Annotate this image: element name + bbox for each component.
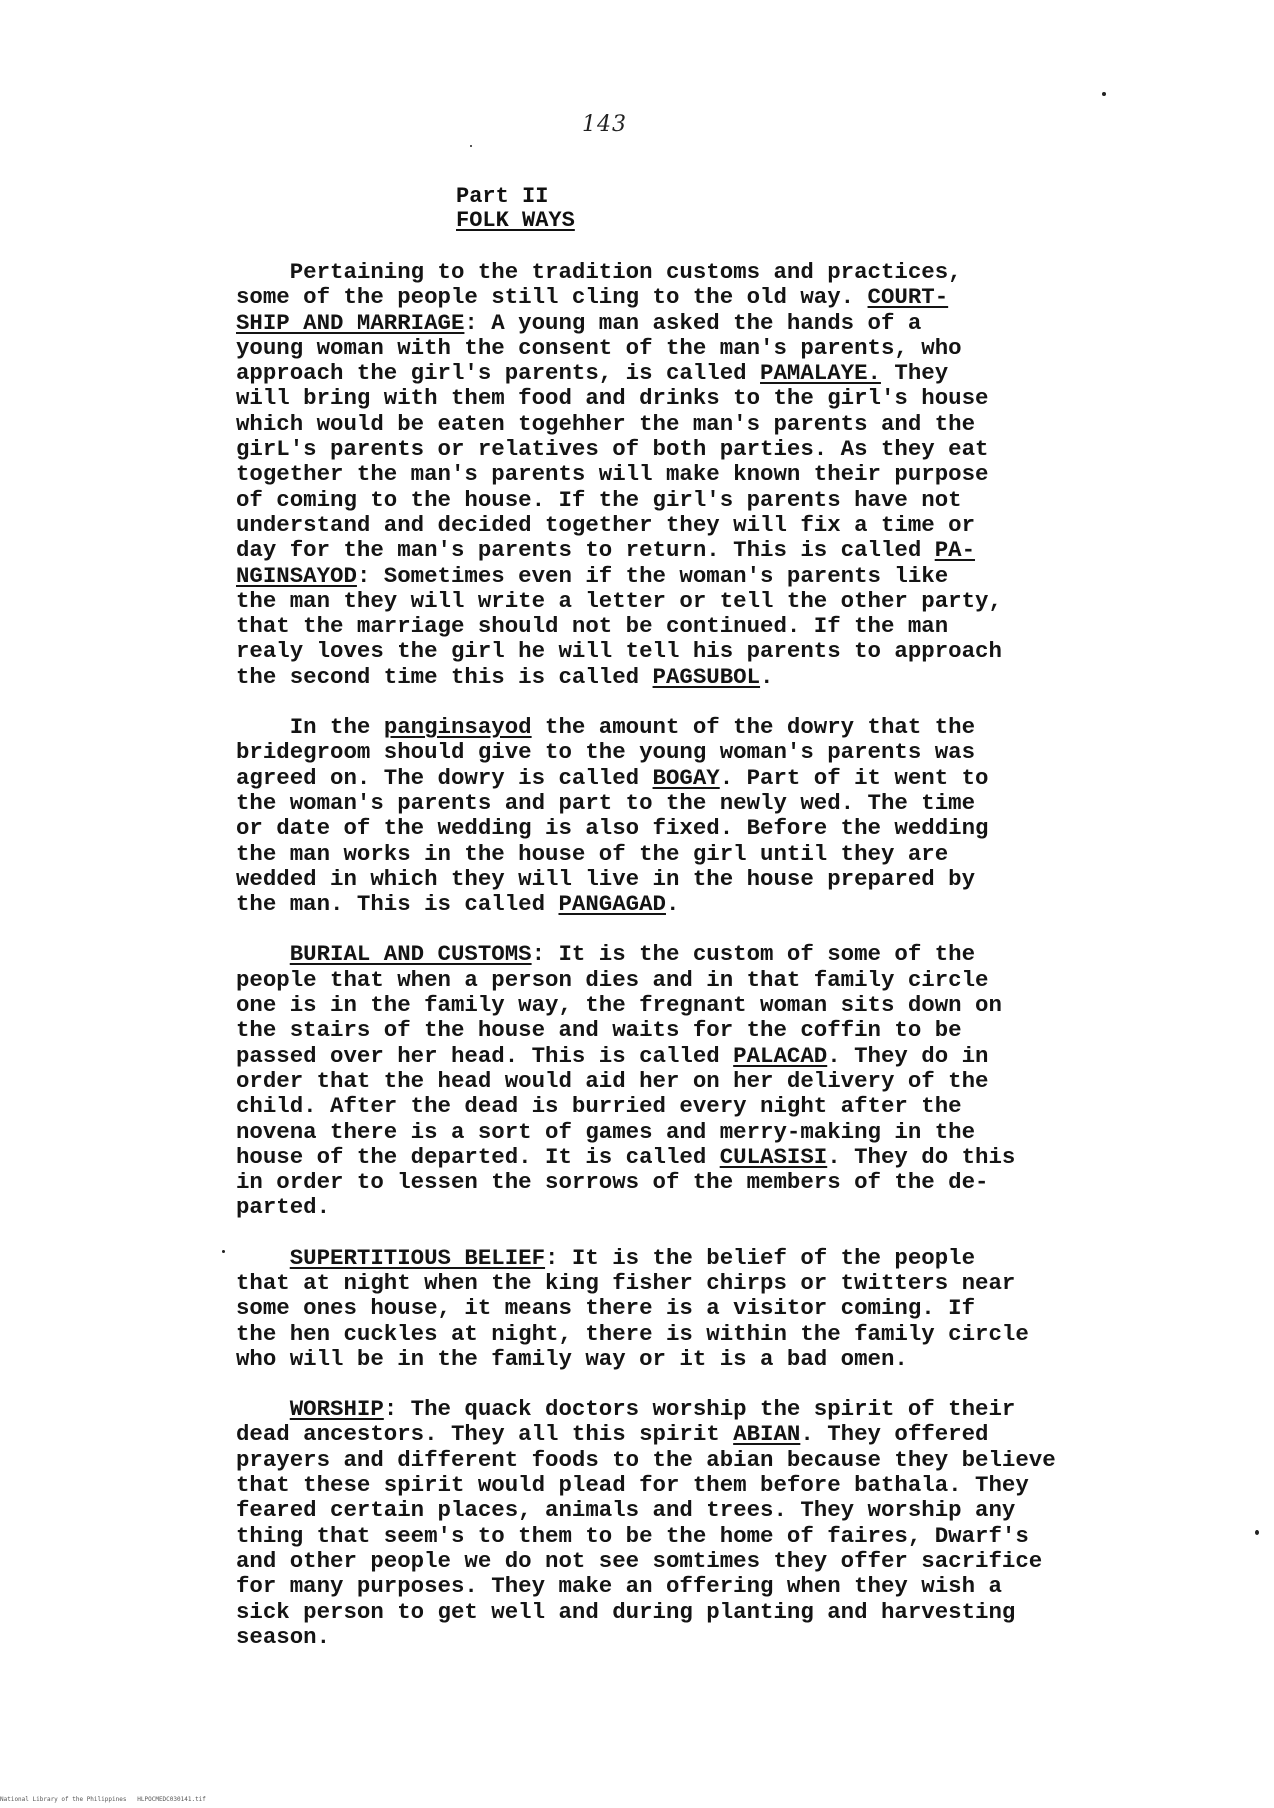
text-line bbox=[236, 1625, 1216, 1650]
text-run: the man they will write a letter or tell the other party, bbox=[236, 587, 1002, 614]
text-line bbox=[236, 412, 1216, 437]
text-run: for many purposes. They make an offering when they wish a bbox=[236, 1573, 1002, 1600]
text-line bbox=[236, 1044, 1216, 1069]
text-run: season. bbox=[236, 1623, 331, 1650]
text-line bbox=[236, 260, 1216, 285]
text-run: . bbox=[760, 663, 774, 690]
text-run: which would be eaten togehher the man's parents and the bbox=[236, 410, 976, 437]
text-run bbox=[236, 1396, 290, 1422]
scan-speck bbox=[222, 1250, 225, 1253]
archive-footer: National Library of the Philippines HLPOCMEDC030141.tif bbox=[0, 1796, 206, 1803]
paragraph bbox=[236, 260, 1216, 690]
underlined-term: COURT- bbox=[867, 284, 949, 311]
text-run: . They do in bbox=[827, 1042, 989, 1069]
underlined-term: CULASISI bbox=[719, 1143, 828, 1170]
text-run: some ones house, it means there is a visitor coming. If bbox=[236, 1295, 976, 1322]
text-run: . Part of it went to bbox=[719, 764, 989, 791]
text-run: Pertaining to the tradition customs and practices, bbox=[236, 259, 962, 285]
text-line bbox=[236, 1296, 1216, 1321]
text-run: that the marriage should not be continued. If the man bbox=[236, 613, 949, 640]
text-run: feared certain places, animals and trees. They worship any bbox=[236, 1497, 1016, 1524]
section-part-heading: Part II bbox=[456, 184, 549, 209]
scan-speck bbox=[470, 145, 472, 147]
text-line bbox=[236, 715, 1216, 740]
text-run: novena there is a sort of games and merry-making in the bbox=[236, 1118, 976, 1145]
text-run: thing that seem's to them to be the home of faires, Dwarf's bbox=[236, 1522, 1029, 1549]
text-run: . They do this bbox=[827, 1143, 1016, 1170]
text-line bbox=[236, 766, 1216, 791]
underlined-term: SUPERTITIOUS BELIEF bbox=[289, 1244, 546, 1271]
text-line bbox=[236, 1574, 1216, 1599]
text-line bbox=[236, 614, 1216, 639]
text-line bbox=[236, 1498, 1216, 1523]
text-line bbox=[236, 1018, 1216, 1043]
text-run: approach the girl's parents, is called bbox=[236, 360, 761, 387]
underlined-term: PALACAD bbox=[733, 1042, 828, 1069]
text-run: bridegroom should give to the young woman's parents was bbox=[236, 739, 976, 766]
text-line bbox=[236, 589, 1216, 614]
text-line bbox=[236, 1170, 1216, 1195]
text-line bbox=[236, 942, 1216, 967]
paragraph bbox=[236, 1397, 1216, 1650]
text-run: or date of the wedding is also fixed. Before the wedding bbox=[236, 815, 989, 842]
text-run: who will be in the family way or it is a bad omen. bbox=[236, 1345, 908, 1372]
text-line bbox=[236, 867, 1216, 892]
text-run: will bring with them food and drinks to the girl's house bbox=[236, 385, 989, 412]
text-run: of coming to the house. If the girl's parents have not bbox=[236, 486, 962, 513]
underlined-term: PANGAGAD bbox=[558, 891, 666, 918]
text-run bbox=[236, 1245, 290, 1271]
text-run: people that when a person dies and in that family circle bbox=[236, 966, 989, 993]
text-run: : It is the belief of the people bbox=[545, 1244, 976, 1271]
scan-speck bbox=[1102, 92, 1106, 96]
text-run: : Sometimes even if the woman's parents like bbox=[356, 562, 949, 589]
text-line bbox=[236, 993, 1216, 1018]
text-line bbox=[236, 1422, 1216, 1447]
text-run: house of the departed. It is called bbox=[236, 1143, 720, 1170]
text-run bbox=[236, 941, 290, 967]
text-run: the stairs of the house and waits for the coffin to be bbox=[236, 1017, 962, 1044]
text-run: that these spirit would plead for them before bathala. They bbox=[236, 1472, 1029, 1499]
text-line bbox=[236, 665, 1216, 690]
document-body bbox=[236, 260, 1216, 1675]
paragraph bbox=[236, 942, 1216, 1220]
text-run: the man. This is called bbox=[236, 891, 559, 918]
text-run: the amount of the dowry that the bbox=[531, 714, 976, 741]
text-run: child. After the dead is burried every night after the bbox=[236, 1093, 962, 1120]
text-run: agreed on. The dowry is called bbox=[236, 764, 653, 791]
text-line bbox=[236, 361, 1216, 386]
text-line bbox=[236, 1473, 1216, 1498]
text-run: girL's parents or relatives of both parties. As they eat bbox=[236, 436, 989, 463]
text-line bbox=[236, 1271, 1216, 1296]
text-run: : A young man asked the hands of a bbox=[464, 309, 922, 336]
text-run: day for the man's parents to return. This is called bbox=[236, 537, 935, 564]
underlined-term: SHIP AND MARRIAGE bbox=[236, 309, 465, 336]
text-run: and other people we do not see somtimes they offer sacrifice bbox=[236, 1547, 1043, 1574]
text-run: the second time this is called bbox=[236, 663, 653, 690]
text-line bbox=[236, 1094, 1216, 1119]
text-line bbox=[236, 1195, 1216, 1220]
text-run: order that the head would aid her on her delivery of the bbox=[236, 1067, 989, 1094]
text-run: the woman's parents and part to the newly wed. The time bbox=[236, 789, 976, 816]
underlined-term: PA- bbox=[934, 537, 976, 564]
underlined-term: PAGSUBOL bbox=[652, 663, 761, 690]
text-run: realy loves the girl he will tell his parents to approach bbox=[236, 638, 1002, 665]
underlined-term: ABIAN bbox=[733, 1421, 801, 1448]
text-run: . They offered bbox=[800, 1421, 989, 1448]
text-run: together the man's parents will make known their purpose bbox=[236, 461, 989, 488]
text-line bbox=[236, 538, 1216, 563]
text-line bbox=[236, 437, 1216, 462]
text-run: prayers and different foods to the abian because they believe bbox=[236, 1446, 1056, 1473]
underlined-term: PAMALAYE. bbox=[760, 360, 881, 387]
text-line bbox=[236, 892, 1216, 917]
text-line bbox=[236, 1549, 1216, 1574]
text-line bbox=[236, 968, 1216, 993]
text-run: In the bbox=[236, 714, 384, 741]
text-line bbox=[236, 311, 1216, 336]
text-line bbox=[236, 791, 1216, 816]
text-line bbox=[236, 462, 1216, 487]
text-run: dead ancestors. They all this spirit bbox=[236, 1421, 734, 1448]
scan-speck bbox=[1255, 1530, 1259, 1535]
text-run: the hen cuckles at night, there is within the family circle bbox=[236, 1320, 1029, 1347]
text-line bbox=[236, 1347, 1216, 1372]
text-line bbox=[236, 1448, 1216, 1473]
text-run: parted. bbox=[236, 1194, 331, 1221]
text-line bbox=[236, 1322, 1216, 1347]
paragraph bbox=[236, 715, 1216, 917]
text-line bbox=[236, 842, 1216, 867]
text-line bbox=[236, 488, 1216, 513]
text-line bbox=[236, 1246, 1216, 1271]
text-run: passed over her head. This is called bbox=[236, 1042, 734, 1069]
text-line bbox=[236, 1600, 1216, 1625]
page-number: 143 bbox=[582, 112, 627, 137]
underlined-term: BOGAY bbox=[652, 764, 720, 791]
underlined-term: NGINSAYOD bbox=[236, 562, 357, 589]
text-run: They bbox=[880, 360, 949, 387]
text-line bbox=[236, 336, 1216, 361]
text-line bbox=[236, 740, 1216, 765]
text-run: some of the people still cling to the old way. bbox=[236, 284, 868, 311]
text-line bbox=[236, 1120, 1216, 1145]
text-line bbox=[236, 1069, 1216, 1094]
text-line bbox=[236, 285, 1216, 310]
section-title-heading: FOLK WAYS bbox=[456, 208, 575, 233]
text-run: that at night when the king fisher chirps or twitters near bbox=[236, 1269, 1016, 1296]
text-run: : It is the custom of some of the bbox=[531, 941, 976, 968]
paragraph bbox=[236, 1246, 1216, 1372]
text-run: in order to lessen the sorrows of the members of the de- bbox=[236, 1169, 989, 1196]
text-line bbox=[236, 639, 1216, 664]
text-run: one is in the family way, the fregnant woman sits down on bbox=[236, 992, 1002, 1019]
text-line bbox=[236, 816, 1216, 841]
text-line bbox=[236, 386, 1216, 411]
text-line bbox=[236, 1524, 1216, 1549]
text-run: the man works in the house of the girl until they are bbox=[236, 840, 949, 867]
underlined-term: panginsayod bbox=[383, 714, 532, 741]
text-line bbox=[236, 1145, 1216, 1170]
text-run: sick person to get well and during planting and harvesting bbox=[236, 1598, 1016, 1625]
text-run: . bbox=[665, 891, 680, 918]
underlined-term: WORSHIP bbox=[289, 1396, 384, 1423]
text-run: young woman with the consent of the man's parents, who bbox=[236, 334, 962, 361]
text-line bbox=[236, 1397, 1216, 1422]
text-line bbox=[236, 513, 1216, 538]
text-run: : The quack doctors worship the spirit of their bbox=[383, 1396, 1016, 1423]
text-run: wedded in which they will live in the house prepared by bbox=[236, 865, 976, 892]
text-run: understand and decided together they will fix a time or bbox=[236, 511, 976, 538]
underlined-term: BURIAL AND CUSTOMS bbox=[289, 941, 532, 968]
text-line bbox=[236, 564, 1216, 589]
